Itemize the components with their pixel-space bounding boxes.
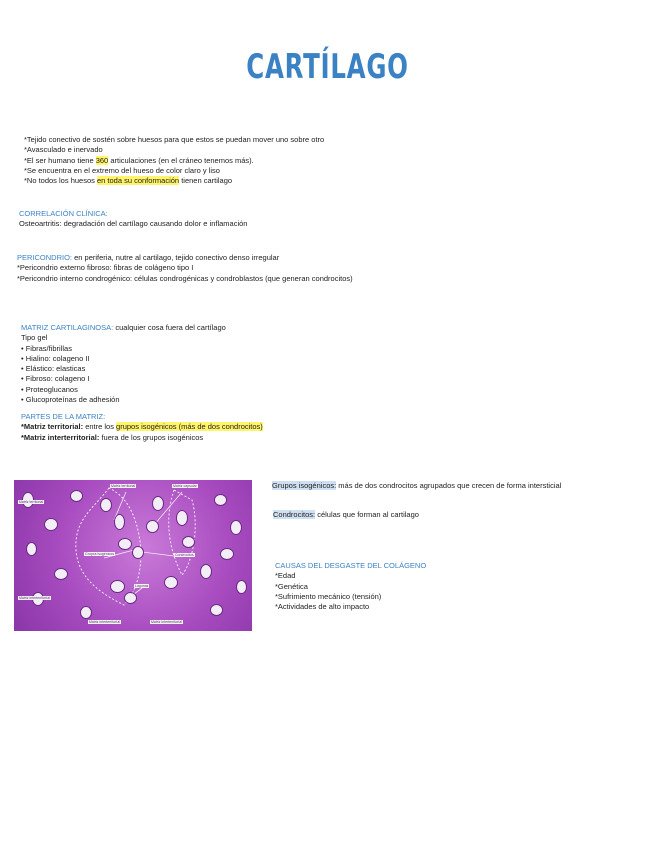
chondrocyte-cell [230,520,242,535]
chondrocyte-cell [210,604,223,616]
micrograph-label: Matriz interterritorial [151,620,182,624]
chondrocyte-cell [164,576,178,589]
list-item: *Edad [275,571,296,581]
chondrocyte-cell [182,536,195,548]
section-line: *Matriz interterritorial: fuera de los grupos isogénicos [21,432,204,442]
chondrocyte-cell [70,490,83,502]
intro-line: *No todos los huesos en toda su conformación tienen cartilago [24,176,233,186]
section-line: MATRIZ CARTILAGINOSA: cualquier cosa fuera del cartílago [21,323,226,332]
chondrocyte-cell [176,510,188,526]
chondrocyte-cell [132,546,144,559]
list-item: • Proteoglucanos [21,384,78,394]
intro-line: *Tejido conectivo de sostén sobre huesos para que estos se puedan mover uno sobre otro [24,135,325,144]
page-title: CARTÍLAGO [246,47,409,87]
micrograph-label: Matriz territorial [111,484,136,488]
chondrocyte-cell [100,498,112,512]
chondrocyte-cell [200,564,212,579]
intro-line: *Se encuentra en el extremo del hueso de color claro y liso [24,165,220,175]
section-line: *Pericondrio interno condrogénico: células condrogénicas y condroblastos (que generan condrocitos) [17,273,353,283]
chondrocyte-cell [152,496,164,511]
micrograph-label: Lagunas [135,584,149,588]
section-heading: CORRELACIÓN CLÍNICA: [19,209,108,218]
list-item: *Sufrimiento mecánico (tensión) [275,591,382,601]
chondrocyte-cell [26,542,37,556]
section-heading: MATRIZ CARTILAGINOSA: [21,323,114,332]
micrograph-label: Matriz interterritorial [19,596,50,600]
section-heading: CAUSAS DEL DESGASTE DEL COLÁGENO [275,561,427,570]
highlight: grupos isogénicos (más de dos condrocitos) [116,422,263,432]
chondrocyte-cell [146,520,159,533]
term-label: Grupos isogénicos: [272,481,337,490]
term-label: Condrocitos: [273,510,316,519]
correlacion-section [19,209,247,230]
chondrocyte-cell [80,606,92,619]
chondrocyte-cell [110,580,125,593]
list-item: *Actividades de alto impacto [275,602,370,612]
section-line: *Pericondrio externo fibroso: fibras de colágeno tipo I [17,263,194,273]
section-line: PERICONDRIO: en periferia, nutre al cartilago, tejido conectivo denso irregular [17,253,280,262]
section-line: *Matriz territorial: entre los grupos isogénicos (más de dos condrocitos) [21,422,263,432]
cartilage-micrograph [14,480,252,631]
causas-section [275,561,426,612]
list-item: Tipo gel [21,333,48,343]
chondrocyte-cell [54,568,68,580]
list-item: • Glucoproteínas de adhesión [21,395,120,405]
list-item: • Fibroso: colageno I [21,374,90,384]
chondrocyte-cell [214,494,227,506]
grupos-definition: Grupos isogénicos: más de dos condrocitos agrupados que crecen de forma intersticial [272,481,562,490]
pericondrio-section [17,253,353,284]
chondrocyte-cell [114,514,125,530]
highlight: en toda su conformación [96,176,180,186]
micrograph-label: Condrocitos [175,553,194,557]
section-heading: PERICONDRIO: [17,253,73,262]
micrograph-label: Matriz capsular [173,484,197,488]
micrograph-label: Matriz interterritorial [89,620,120,624]
micrograph-label: Grupos isogénicos [85,552,114,556]
partes-section [21,412,263,443]
chondrocyte-cell [220,548,234,560]
section-text: Osteoartritis: degradación del cartílago causando dolor e inflamación [19,219,248,229]
intro-section [24,135,324,186]
highlight: 360 [95,155,109,165]
intro-line: *Avasculado e inervado [24,145,103,155]
list-item: • Hialino: colageno II [21,353,90,363]
matriz-section [21,323,226,405]
condrocitos-definition: Condrocitos: células que forman al cartilago [273,510,419,519]
chondrocyte-cell [124,592,137,604]
section-heading: PARTES DE LA MATRIZ: [21,412,106,421]
chondrocyte-cell [118,538,132,550]
list-item: *Genética [275,581,308,591]
list-item: • Elástico: elasticas [21,364,86,374]
chondrocyte-cell [236,580,247,594]
intro-line: *El ser humano tiene 360 articulaciones (en el cráneo tenemos más). [24,155,254,165]
list-item: • Fibras/fibrillas [21,343,72,353]
chondrocyte-cell [44,518,58,531]
micrograph-label: Matriz territorial [19,500,44,504]
